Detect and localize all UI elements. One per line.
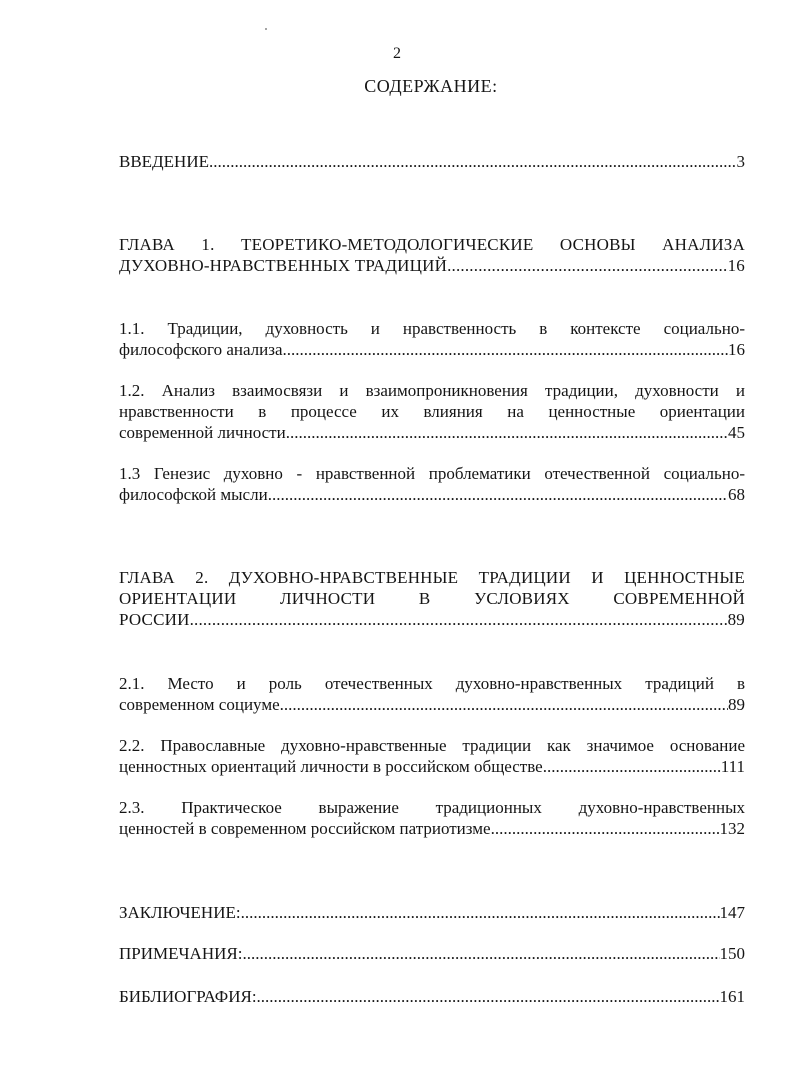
page-title: СОДЕРЖАНИЕ: — [364, 76, 498, 96]
toc-entry-section-1-2 — [119, 380, 745, 443]
toc-entry-conclusion — [119, 902, 745, 923]
toc-entry-line: нравственности в процессе их влияния на ценностные ориентации — [119, 402, 745, 421]
toc-entry-section-2-3 — [119, 797, 745, 839]
toc-entry-title: философского анализа — [119, 340, 283, 359]
toc-entry-title: ценностей в современном российском патриотизме — [119, 819, 491, 838]
toc-entry-title: философской мысли — [119, 485, 268, 504]
toc-entry-line: ГЛАВА 2. ДУХОВНО-НРАВСТВЕННЫЕ ТРАДИЦИИ И ЦЕННОСТНЫЕ — [119, 568, 745, 587]
toc-page-number: 45 — [728, 423, 745, 442]
leader-dots — [280, 694, 728, 715]
toc-entry-line: ОРИЕНТАЦИИ ЛИЧНОСТИ В УСЛОВИЯХ СОВРЕМЕННОЙ — [119, 589, 745, 608]
toc-page-number: 161 — [719, 987, 745, 1006]
toc-leader-line — [119, 694, 745, 715]
toc-page-number: 150 — [719, 944, 745, 963]
toc-entry-line: 1.2. Анализ взаимосвязи и взаимопроникновения традиции, духовности и — [119, 381, 745, 400]
toc-entry-line: 1.1. Традиции, духовность и нравственность в контексте социально- — [119, 319, 745, 338]
toc-entry-title: ВВЕДЕНИЕ — [119, 152, 209, 171]
toc-page-number: 89 — [727, 610, 745, 629]
toc-entry-chapter-2 — [119, 567, 745, 630]
toc-leader-line — [119, 151, 745, 172]
toc-leader-line — [119, 609, 745, 630]
toc-entry-title: РОССИИ — [119, 610, 190, 629]
toc-entry-title: современной личности — [119, 423, 286, 442]
leader-dots — [447, 255, 728, 276]
leader-dots — [283, 339, 728, 360]
toc-leader-line — [119, 902, 745, 923]
page-number: 2 — [393, 45, 401, 62]
toc-page-number: 89 — [728, 695, 745, 714]
toc-leader-line — [119, 422, 745, 443]
toc-page-number: 68 — [728, 485, 745, 504]
toc-entry-notes — [119, 943, 745, 964]
toc-leader-line — [119, 484, 745, 505]
toc-entry-line: 2.2. Православные духовно-нравственные традиции как значимое основание — [119, 736, 745, 755]
toc-entry-chapter-1 — [119, 234, 745, 276]
scan-speck — [265, 28, 267, 30]
toc-page-number: 16 — [728, 340, 745, 359]
leader-dots — [257, 986, 720, 1007]
leader-dots — [268, 484, 728, 505]
toc-leader-line — [119, 986, 745, 1007]
toc-page-number: 111 — [720, 757, 745, 776]
toc-entry-title: БИБЛИОГРАФИЯ: — [119, 987, 257, 1006]
toc-entry-line: 2.3. Практическое выражение традиционных духовно-нравственных — [119, 798, 745, 817]
toc-entry-line: 1.3 Генезис духовно - нравственной проблематики отечественной социально- — [119, 464, 745, 483]
toc-entry-bibliography — [119, 986, 745, 1007]
toc-entry-line: ГЛАВА 1. ТЕОРЕТИКО-МЕТОДОЛОГИЧЕСКИЕ ОСНОВЫ АНАЛИЗА — [119, 235, 745, 254]
toc-leader-line — [119, 756, 745, 777]
toc-leader-line — [119, 943, 745, 964]
toc-leader-line — [119, 818, 745, 839]
toc-leader-line — [119, 339, 745, 360]
leader-dots — [241, 902, 720, 923]
leader-dots — [543, 756, 721, 777]
toc-page-number: 132 — [719, 819, 745, 838]
leader-dots — [209, 151, 737, 172]
toc-entry-section-1-1 — [119, 318, 745, 360]
toc-entry-title: ценностных ориентаций личности в российском обществе — [119, 757, 543, 776]
toc-entry-line: 2.1. Место и роль отечественных духовно-нравственных традиций в — [119, 674, 745, 693]
toc-page-number: 16 — [727, 256, 745, 275]
toc-entry-section-2-2 — [119, 735, 745, 777]
leader-dots — [491, 818, 720, 839]
leader-dots — [190, 609, 728, 630]
toc-page-number: 147 — [719, 903, 745, 922]
toc-entry-title: ПРИМЕЧАНИЯ: — [119, 944, 243, 963]
leader-dots — [242, 943, 719, 964]
toc-entry-title: современном социуме — [119, 695, 280, 714]
toc-page-number: 3 — [736, 152, 745, 171]
toc-leader-line — [119, 255, 745, 276]
toc-entry-title: ЗАКЛЮЧЕНИЕ: — [119, 903, 241, 922]
leader-dots — [286, 422, 728, 443]
toc-entry-title: ДУХОВНО-НРАВСТВЕННЫХ ТРАДИЦИЙ — [119, 256, 448, 275]
toc-entry-section-2-1 — [119, 673, 745, 715]
toc-entry-intro — [119, 151, 745, 172]
toc-entry-section-1-3 — [119, 463, 745, 505]
